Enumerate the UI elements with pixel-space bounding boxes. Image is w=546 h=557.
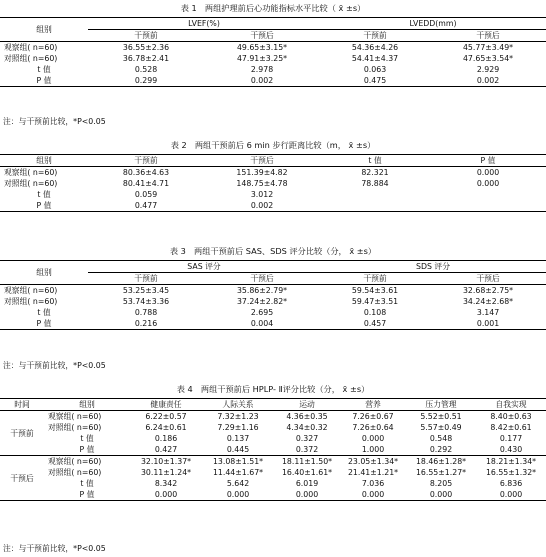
table4-header: 运动 — [274, 399, 340, 411]
table-row — [0, 75, 546, 87]
row-label: P 值 — [79, 445, 95, 454]
table-cell: 37.24±2.82* — [236, 297, 288, 306]
table-cell: 18.21±1.34* — [485, 457, 537, 466]
row-label: 对照组( n=60) — [4, 179, 58, 188]
table-cell: 78.884 — [361, 179, 389, 188]
table1-note: 注：与干预前比较，*P<0.05 — [3, 117, 106, 126]
table-cell: 32.68±2.75* — [462, 286, 514, 295]
table-cell: 0.427 — [154, 445, 178, 454]
table-cell: 8.42±0.61 — [490, 423, 532, 432]
row-label: t 值 — [80, 479, 94, 488]
table3 — [0, 260, 546, 330]
table3-sds-header: SDS 评分 — [320, 261, 546, 273]
table1-sub-header: 干预后 — [204, 30, 320, 42]
row-label: 观察组( n=60) — [4, 286, 58, 295]
table-cell: 0.186 — [154, 434, 178, 443]
table1 — [0, 17, 546, 87]
table-cell: 0.059 — [134, 190, 158, 199]
table-cell: 7.036 — [361, 479, 385, 488]
table-cell: 0.177 — [499, 434, 523, 443]
table2 — [0, 154, 546, 212]
table4-header: 时间 — [0, 399, 44, 411]
table-cell: 18.46±1.28* — [415, 457, 467, 466]
table-cell: 59.54±3.61 — [351, 286, 399, 295]
table-row — [0, 64, 546, 75]
row-label: t 值 — [80, 434, 94, 443]
table-cell: 7.26±0.64 — [352, 423, 394, 432]
table1-caption: 表 1 两组护理前后心功能指标水平比较（ x̄ ±s） — [180, 3, 366, 13]
table-cell: 4.36±0.35 — [286, 412, 328, 421]
time-label-before: 干预前 — [0, 411, 44, 456]
table-cell: 0.528 — [134, 65, 158, 74]
table-cell: 0.475 — [363, 76, 387, 85]
table4-header: 健康责任 — [130, 399, 202, 411]
table-row — [0, 411, 546, 423]
table-cell — [430, 200, 546, 212]
table-cell: 6.22±0.57 — [145, 412, 187, 421]
table-cell: 3.147 — [476, 308, 500, 317]
table3-note: 注：与干预前比较，*P<0.05 — [3, 361, 106, 370]
table-row — [0, 285, 546, 297]
table-cell: 0.292 — [429, 445, 453, 454]
table-cell: 35.86±2.79* — [236, 286, 288, 295]
table-cell: 0.457 — [363, 319, 387, 328]
table-row — [0, 42, 546, 54]
table-cell: 0.000 — [295, 490, 319, 499]
table-cell: 0.477 — [134, 201, 158, 210]
row-label: 对照组( n=60) — [48, 468, 102, 477]
table-cell: 0.004 — [250, 319, 274, 328]
table-cell: 16.40±1.61* — [281, 468, 333, 477]
table-cell: 6.836 — [499, 479, 523, 488]
table-cell: 8.205 — [429, 479, 453, 488]
table-cell: 53.74±3.36 — [122, 297, 170, 306]
table3-group-header: 组别 — [0, 261, 88, 285]
table-cell: 0.299 — [134, 76, 158, 85]
table-cell: 0.430 — [499, 445, 523, 454]
table-cell: 5.57±0.49 — [420, 423, 462, 432]
row-label: 观察组( n=60) — [48, 457, 102, 466]
table-cell: 36.78±2.41 — [122, 54, 170, 63]
table3-sub-header: 干预前 — [320, 273, 430, 285]
table3-sub-header: 干预前 — [88, 273, 204, 285]
table-cell: 54.41±4.37 — [351, 54, 399, 63]
table-cell: 45.77±3.49* — [462, 43, 514, 52]
table-cell: 0.000 — [499, 490, 523, 499]
table-cell: 0.001 — [476, 319, 500, 328]
table-cell: 59.47±3.51 — [351, 297, 399, 306]
table-cell: 0.108 — [363, 308, 387, 317]
table-cell: 0.000 — [226, 490, 250, 499]
table-cell: 7.32±1.23 — [217, 412, 259, 421]
table-cell: 0.327 — [295, 434, 319, 443]
table-cell: 13.08±1.51* — [212, 457, 264, 466]
table2-header: 干预后 — [204, 155, 320, 167]
table-row — [0, 53, 546, 64]
table-cell: 148.75±4.78 — [236, 179, 288, 188]
table-cell: 0.000 — [361, 434, 385, 443]
table3-sub-header: 干预后 — [430, 273, 546, 285]
table-cell — [320, 189, 430, 200]
table-cell: 82.321 — [361, 168, 389, 177]
table-cell: 36.55±2.36 — [122, 43, 170, 52]
row-label: 观察组( n=60) — [4, 168, 58, 177]
table1-group-header: 组别 — [0, 18, 88, 42]
table-cell: 0.063 — [363, 65, 387, 74]
table-cell: 8.40±0.63 — [490, 412, 532, 421]
table-cell: 32.10±1.37* — [140, 457, 192, 466]
table-cell: 5.52±0.51 — [420, 412, 462, 421]
table-row — [0, 456, 546, 468]
table-row — [0, 189, 546, 200]
table-cell: 16.55±1.27* — [415, 468, 467, 477]
table-cell: 11.44±1.67* — [212, 468, 264, 477]
table-row — [0, 433, 546, 444]
table-cell: 34.24±2.68* — [462, 297, 514, 306]
table4-caption: 表 4 两组干预前后 HPLP- Ⅱ评分比较（分， x̄ ±s） — [176, 384, 370, 394]
table-row — [0, 467, 546, 478]
row-label: P 值 — [36, 319, 52, 328]
table2-header: 组别 — [0, 155, 88, 167]
table-cell: 53.25±3.45 — [122, 286, 170, 295]
table-cell — [320, 200, 430, 212]
row-label: 对照组( n=60) — [4, 54, 58, 63]
table-cell: 47.91±3.25* — [236, 54, 288, 63]
row-label: P 值 — [79, 490, 95, 499]
table-row — [0, 489, 546, 501]
table-cell: 3.012 — [250, 190, 274, 199]
table-cell — [430, 189, 546, 200]
table-cell: 1.000 — [361, 445, 385, 454]
table-cell: 4.34±0.32 — [286, 423, 328, 432]
table3-caption: 表 3 两组干预前后 SAS、SDS 评分比较（分， x̄ ±s） — [169, 246, 377, 256]
table-cell: 16.55±1.32* — [485, 468, 537, 477]
table-cell: 23.05±1.34* — [347, 457, 399, 466]
table-cell: 47.65±3.54* — [462, 54, 514, 63]
table-cell: 6.019 — [295, 479, 319, 488]
table-cell: 80.41±4.71 — [122, 179, 170, 188]
table4-header: 压力管理 — [406, 399, 476, 411]
table-row — [0, 200, 546, 212]
table-row — [0, 478, 546, 489]
table3-sub-header: 干预后 — [204, 273, 320, 285]
row-label: P 值 — [36, 201, 52, 210]
time-label-after: 干预后 — [0, 456, 44, 501]
table-cell: 0.000 — [361, 490, 385, 499]
table-cell: 0.372 — [295, 445, 319, 454]
table-cell: 5.642 — [226, 479, 250, 488]
table1-sub-header: 干预后 — [430, 30, 546, 42]
row-label: t 值 — [37, 308, 51, 317]
table-row — [0, 307, 546, 318]
table1-lvedd-header: LVEDD(mm) — [320, 18, 546, 30]
table1-lvef-header: LVEF(%) — [88, 18, 320, 30]
table-cell: 0.002 — [250, 76, 274, 85]
table-cell: 8.342 — [154, 479, 178, 488]
table4-header: 人际关系 — [202, 399, 274, 411]
table-cell: 0.548 — [429, 434, 453, 443]
table3-sas-header: SAS 评分 — [88, 261, 320, 273]
row-label: 对照组( n=60) — [4, 297, 58, 306]
table1-sub-header: 干预前 — [320, 30, 430, 42]
table-cell: 0.788 — [134, 308, 158, 317]
table-cell: 2.929 — [476, 65, 500, 74]
table-cell: 151.39±4.82 — [236, 168, 288, 177]
row-label: t 值 — [37, 190, 51, 199]
table-cell: 30.11±1.24* — [140, 468, 192, 477]
table-cell: 49.65±3.15* — [236, 43, 288, 52]
table-cell: 21.41±1.21* — [347, 468, 399, 477]
table-row — [0, 318, 546, 330]
table-cell: 2.695 — [250, 308, 274, 317]
table2-header: P 值 — [430, 155, 546, 167]
row-label: t 值 — [37, 65, 51, 74]
table-cell: 7.29±1.16 — [217, 423, 259, 432]
table4-note: 注：与干预前比较，*P<0.05 — [3, 544, 106, 553]
table-cell: 2.978 — [250, 65, 274, 74]
row-label: 对照组( n=60) — [48, 423, 102, 432]
table-cell: 0.000 — [476, 168, 500, 177]
table-row — [0, 422, 546, 433]
row-label: P 值 — [36, 76, 52, 85]
table-cell: 54.36±4.26 — [351, 43, 399, 52]
table-cell: 0.216 — [134, 319, 158, 328]
table4-header: 组别 — [44, 399, 130, 411]
table-cell: 0.002 — [476, 76, 500, 85]
table-cell: 0.000 — [429, 490, 453, 499]
table-cell: 7.26±0.67 — [352, 412, 394, 421]
row-label: 观察组( n=60) — [4, 43, 58, 52]
table-cell: 80.36±4.63 — [122, 168, 170, 177]
table4 — [0, 398, 546, 501]
table-cell: 6.24±0.61 — [145, 423, 187, 432]
table1-sub-header: 干预前 — [88, 30, 204, 42]
table-cell: 0.137 — [226, 434, 250, 443]
table2-caption: 表 2 两组干预前后 6 min 步行距离比较（m， x̄ ±s） — [170, 140, 376, 150]
table-cell: 0.002 — [250, 201, 274, 210]
table-row — [0, 444, 546, 456]
table-cell: 18.11±1.50* — [281, 457, 333, 466]
table4-header: 自我实现 — [476, 399, 546, 411]
table-row — [0, 167, 546, 179]
table-row — [0, 178, 546, 189]
table-cell: 0.000 — [154, 490, 178, 499]
table-cell: 0.445 — [226, 445, 250, 454]
table2-header: 干预前 — [88, 155, 204, 167]
table-row — [0, 296, 546, 307]
table4-header: 营养 — [340, 399, 406, 411]
row-label: 观察组( n=60) — [48, 412, 102, 421]
table-cell: 0.000 — [476, 179, 500, 188]
table2-header: t 值 — [320, 155, 430, 167]
